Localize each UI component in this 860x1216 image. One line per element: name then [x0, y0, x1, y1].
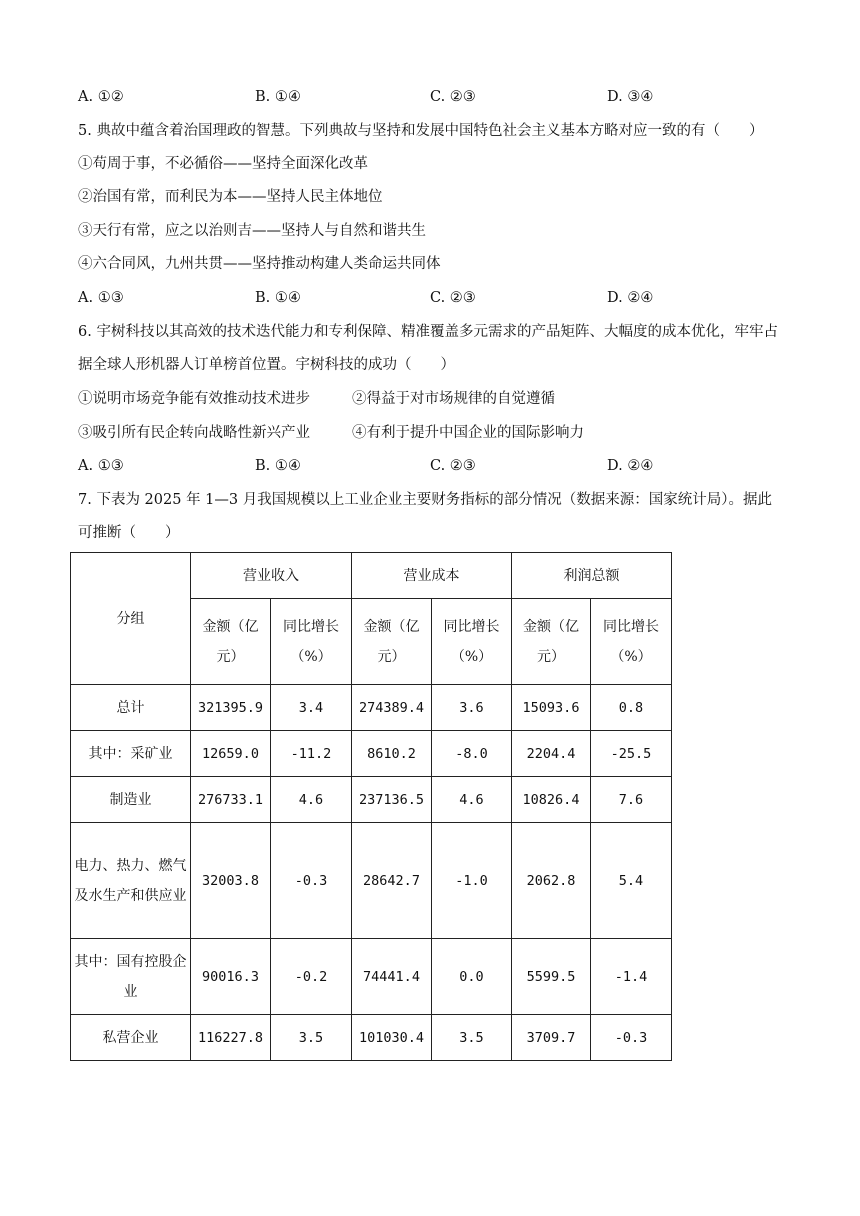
q6-item-2: ②得益于对市场规律的自觉遵循 — [352, 391, 555, 407]
q6-item-3: ③吸引所有民企转向战略性新兴产业 — [78, 425, 310, 441]
q5-item-3: ③天行有常，应之以治则吉——坚持人与自然和谐共生 — [78, 223, 426, 239]
cell: 3.4 — [271, 685, 352, 731]
cell: -0.3 — [591, 1015, 672, 1061]
cell: 276733.1 — [191, 777, 271, 823]
q4-options — [78, 87, 784, 107]
table-row — [71, 685, 672, 731]
cell: -25.5 — [591, 731, 672, 777]
q5-stem: 5. 典故中蕴含着治国理政的智慧。下列典故与坚持和发展中国特色社会主义基本方略对应一致的有（ ） — [78, 123, 764, 139]
cell: 7.6 — [591, 777, 672, 823]
cell: 3709.7 — [512, 1015, 591, 1061]
cell: 8610.2 — [352, 731, 432, 777]
sub-header: 同比增长（%） — [271, 599, 352, 685]
cell: 116227.8 — [191, 1015, 271, 1061]
col-group-profit: 利润总额 — [512, 553, 672, 599]
table-header-row-1 — [71, 553, 672, 599]
cell: 3.5 — [271, 1015, 352, 1061]
table-row — [71, 777, 672, 823]
cell: 12659.0 — [191, 731, 271, 777]
cell: 101030.4 — [352, 1015, 432, 1061]
cell: -8.0 — [432, 731, 512, 777]
q6-option-d[interactable]: D. ②④ — [607, 458, 654, 474]
q6-item-1: ①说明市场竞争能有效推动技术进步 — [78, 391, 310, 407]
cell: 4.6 — [432, 777, 512, 823]
cell: 237136.5 — [352, 777, 432, 823]
cell: -1.0 — [432, 823, 512, 939]
cell: 321395.9 — [191, 685, 271, 731]
cell: 32003.8 — [191, 823, 271, 939]
q5-option-c[interactable]: C. ②③ — [430, 290, 476, 306]
cell: 0.8 — [591, 685, 672, 731]
cell: 90016.3 — [191, 939, 271, 1015]
q5-item-4: ④六合同风，九州共贯——坚持推动构建人类命运共同体 — [78, 256, 441, 272]
cell: -11.2 — [271, 731, 352, 777]
q6-options — [78, 456, 784, 476]
cell: 5.4 — [591, 823, 672, 939]
cell: 74441.4 — [352, 939, 432, 1015]
cell: 0.0 — [432, 939, 512, 1015]
cell: 3.6 — [432, 685, 512, 731]
cell: 2204.4 — [512, 731, 591, 777]
table-row — [71, 939, 672, 1015]
row-label: 私营企业 — [71, 1015, 191, 1061]
cell: 15093.6 — [512, 685, 591, 731]
q6-item-4: ④有利于提升中国企业的国际影响力 — [352, 425, 584, 441]
q5-option-a[interactable]: A. ①③ — [78, 290, 124, 306]
col-group-revenue: 营业收入 — [191, 553, 352, 599]
q5-item-2: ②治国有常，而利民为本——坚持人民主体地位 — [78, 189, 383, 205]
cell: 4.6 — [271, 777, 352, 823]
q6-option-a[interactable]: A. ①③ — [78, 458, 124, 474]
row-label: 其中：国有控股企业 — [71, 939, 191, 1015]
financial-table — [70, 552, 672, 1061]
q5-item-1: ①苟周于事，不必循俗——坚持全面深化改革 — [78, 156, 368, 172]
cell: -0.2 — [271, 939, 352, 1015]
table-row — [71, 1015, 672, 1061]
table-row — [71, 731, 672, 777]
cell: 2062.8 — [512, 823, 591, 939]
cell: -0.3 — [271, 823, 352, 939]
q5-option-b[interactable]: B. ①④ — [255, 290, 301, 306]
q4-option-b[interactable]: B. ①④ — [255, 89, 301, 105]
q6-option-b[interactable]: B. ①④ — [255, 458, 301, 474]
q6-stem: 6. 宇树科技以其高效的技术迭代能力和专利保障、精准覆盖多元需求的产品矩阵、大幅度的成本优化，牢牢占据全球人形机器人订单榜首位置。宇树科技的成功（ ） — [78, 324, 778, 373]
q7-stem: 7. 下表为 2025 年 1—3 月我国规模以上工业企业主要财务指标的部分情况（数据来源：国家统计局）。据此可推断（ ） — [78, 492, 772, 541]
sub-header: 金额（亿元） — [191, 599, 271, 685]
cell: -1.4 — [591, 939, 672, 1015]
sub-header: 同比增长（%） — [432, 599, 512, 685]
row-label: 制造业 — [71, 777, 191, 823]
cell: 3.5 — [432, 1015, 512, 1061]
q4-option-d[interactable]: D. ③④ — [607, 89, 654, 105]
q5-option-d[interactable]: D. ②④ — [607, 290, 654, 306]
cell: 5599.5 — [512, 939, 591, 1015]
sub-header: 金额（亿元） — [512, 599, 591, 685]
q4-option-c[interactable]: C. ②③ — [430, 89, 476, 105]
col-group-cost: 营业成本 — [352, 553, 512, 599]
q5-options — [78, 288, 784, 308]
sub-header: 同比增长（%） — [591, 599, 672, 685]
cell: 28642.7 — [352, 823, 432, 939]
row-label: 总计 — [71, 685, 191, 731]
group-header: 分组 — [71, 553, 191, 685]
q6-option-c[interactable]: C. ②③ — [430, 458, 476, 474]
cell: 274389.4 — [352, 685, 432, 731]
row-label: 电力、热力、燃气及水生产和供应业 — [71, 823, 191, 939]
cell: 10826.4 — [512, 777, 591, 823]
row-label: 其中：采矿业 — [71, 731, 191, 777]
q4-option-a[interactable]: A. ①② — [78, 89, 124, 105]
sub-header: 金额（亿元） — [352, 599, 432, 685]
table-row — [71, 823, 672, 939]
